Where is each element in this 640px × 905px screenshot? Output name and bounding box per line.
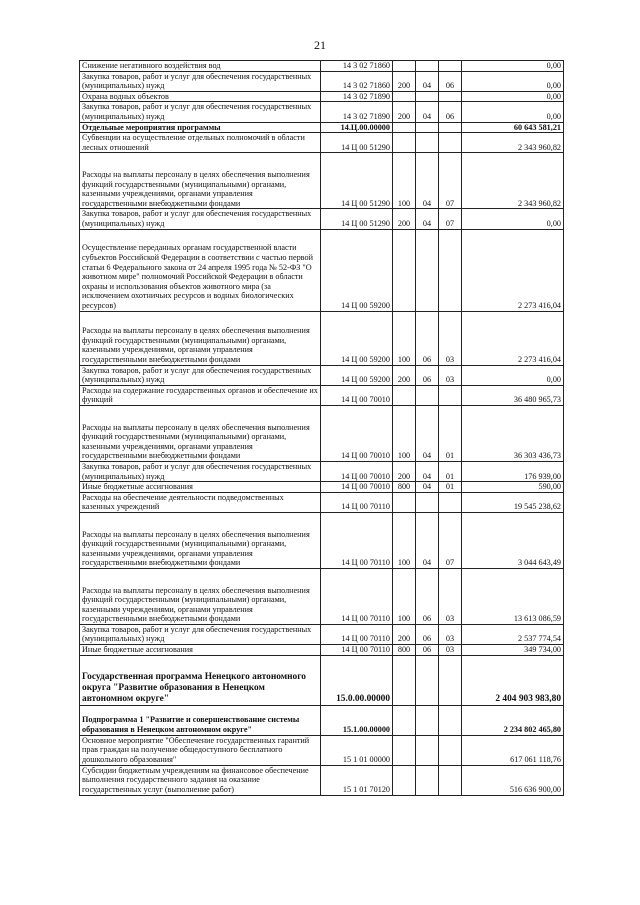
table-row (80, 153, 564, 209)
row-vr-cell: 100 (393, 311, 416, 365)
row-vr-cell: 100 (393, 568, 416, 624)
row-rz-cell: 04 (416, 405, 439, 461)
row-rz-cell (416, 122, 439, 133)
row-name-cell: Осуществление переданных органам государственной власти субъектов Российской Федерации в соответствии с частью первой статьи 6 Федерального закона от 24 апреля 1995 года № 52-ФЗ "О животном мире" полномочий Российской Федерации в области охраны и использования объектов животного мира (за исключением охотничьих ресурсов и водных биологических ресурсов) (80, 229, 321, 311)
row-code-cell: 14.Ц.00.00000 (321, 122, 393, 133)
row-pr-cell (439, 91, 462, 102)
row-amount-cell: 176 939,00 (462, 461, 564, 481)
row-vr-cell: 200 (393, 71, 416, 91)
row-code-cell: 14 3 02 71890 (321, 91, 393, 102)
table-row (80, 461, 564, 481)
row-code-cell: 14 Ц 00 70110 (321, 512, 393, 568)
table-row (80, 385, 564, 405)
row-code-cell: 14 Ц 00 51290 (321, 209, 393, 229)
row-rz-cell: 06 (416, 645, 439, 656)
row-name-cell: Государственная программа Ненецкого автономного округа "Развитие образования в Ненецком автономном округе" (80, 655, 321, 705)
row-amount-cell: 2 343 960,82 (462, 153, 564, 209)
row-pr-cell: 03 (439, 568, 462, 624)
row-code-cell: 15.0.00.00000 (321, 655, 393, 705)
table-row (80, 624, 564, 644)
table-row (80, 102, 564, 122)
row-code-cell: 14 3 02 71860 (321, 71, 393, 91)
row-rz-cell: 06 (416, 624, 439, 644)
row-rz-cell (416, 705, 439, 735)
row-code-cell: 14 Ц 00 70010 (321, 385, 393, 405)
row-rz-cell: 06 (416, 311, 439, 365)
row-pr-cell (439, 133, 462, 153)
row-name-cell: Иные бюджетные ассигнования (80, 482, 321, 493)
row-name-cell: Закупка товаров, работ и услуг для обеспечения государственных (муниципальных) нужд (80, 461, 321, 481)
row-code-cell: 14 Ц 00 51290 (321, 133, 393, 153)
row-vr-cell (393, 91, 416, 102)
table-row (80, 311, 564, 365)
row-code-cell: 14 3 02 71860 (321, 61, 393, 72)
row-vr-cell: 200 (393, 461, 416, 481)
table-row (80, 512, 564, 568)
row-vr-cell (393, 133, 416, 153)
row-pr-cell: 03 (439, 311, 462, 365)
row-vr-cell (393, 655, 416, 705)
row-name-cell: Основное мероприятие "Обеспечение государственных гарантий прав граждан на получение общедоступного бесплатного дошкольного образования" (80, 735, 321, 765)
row-vr-cell (393, 705, 416, 735)
row-code-cell: 15 1 01 70120 (321, 765, 393, 795)
row-rz-cell: 04 (416, 71, 439, 91)
row-amount-cell: 349 734,00 (462, 645, 564, 656)
table-row (80, 365, 564, 385)
row-pr-cell: 01 (439, 482, 462, 493)
row-pr-cell: 07 (439, 153, 462, 209)
row-vr-cell: 800 (393, 645, 416, 656)
row-amount-cell: 0,00 (462, 61, 564, 72)
row-amount-cell: 0,00 (462, 91, 564, 102)
row-code-cell: 15 1 01 00000 (321, 735, 393, 765)
table-row (80, 735, 564, 765)
row-rz-cell: 04 (416, 209, 439, 229)
row-rz-cell (416, 492, 439, 512)
row-rz-cell (416, 735, 439, 765)
table-row (80, 655, 564, 705)
row-name-cell: Расходы на выплаты персоналу в целях обеспечения выполнения функций государственными (муниципальными) органами, казенными учреждениями, органами управления государственными внебюджетными фондами (80, 568, 321, 624)
page-number: 21 (314, 38, 326, 52)
row-code-cell: 14 Ц 00 70010 (321, 405, 393, 461)
row-name-cell: Закупка товаров, работ и услуг для обеспечения государственных (муниципальных) нужд (80, 365, 321, 385)
row-amount-cell: 0,00 (462, 365, 564, 385)
row-code-cell: 14 Ц 00 70010 (321, 482, 393, 493)
row-rz-cell (416, 229, 439, 311)
row-name-cell: Расходы на выплаты персоналу в целях обеспечения выполнения функций государственными (муниципальными) органами, казенными учреждениями, органами управления государственными внебюджетными фондами (80, 405, 321, 461)
row-code-cell: 14 Ц 00 51290 (321, 153, 393, 209)
row-pr-cell (439, 229, 462, 311)
row-amount-cell: 2 537 774,54 (462, 624, 564, 644)
row-amount-cell: 36 480 965,73 (462, 385, 564, 405)
row-vr-cell (393, 492, 416, 512)
row-code-cell: 14 Ц 00 59200 (321, 365, 393, 385)
row-vr-cell: 200 (393, 102, 416, 122)
row-amount-cell: 590,00 (462, 482, 564, 493)
row-rz-cell: 04 (416, 102, 439, 122)
row-pr-cell: 03 (439, 365, 462, 385)
row-vr-cell (393, 385, 416, 405)
row-code-cell: 14 Ц 00 70110 (321, 624, 393, 644)
row-vr-cell: 200 (393, 365, 416, 385)
table-row (80, 645, 564, 656)
row-pr-cell (439, 655, 462, 705)
row-name-cell: Расходы на выплаты персоналу в целях обеспечения выполнения функций государственными (муниципальными) органами, казенными учреждениями, органами управления государственными внебюджетными фондами (80, 512, 321, 568)
row-rz-cell: 06 (416, 365, 439, 385)
row-amount-cell: 36 303 436,73 (462, 405, 564, 461)
table-row (80, 705, 564, 735)
row-amount-cell: 2 343 960,82 (462, 133, 564, 153)
row-pr-cell (439, 61, 462, 72)
row-amount-cell: 19 545 238,62 (462, 492, 564, 512)
row-amount-cell: 617 061 118,76 (462, 735, 564, 765)
row-vr-cell: 200 (393, 209, 416, 229)
table-row (80, 91, 564, 102)
row-name-cell: Отдельные мероприятия программы (80, 122, 321, 133)
row-rz-cell (416, 385, 439, 405)
row-amount-cell: 2 404 903 983,80 (462, 655, 564, 705)
row-pr-cell: 06 (439, 71, 462, 91)
row-name-cell: Закупка товаров, работ и услуг для обеспечения государственных (муниципальных) нужд (80, 102, 321, 122)
row-pr-cell: 01 (439, 405, 462, 461)
row-name-cell: Расходы на выплаты персоналу в целях обеспечения выполнения функций государственными (муниципальными) органами, казенными учреждениями, органами управления государственными внебюджетными фондами (80, 153, 321, 209)
row-name-cell: Подпрограмма 1 "Развитие и совершенствование системы образования в Ненецком автономном округе" (80, 705, 321, 735)
row-pr-cell (439, 735, 462, 765)
row-rz-cell: 04 (416, 461, 439, 481)
row-name-cell: Закупка товаров, работ и услуг для обеспечения государственных (муниципальных) нужд (80, 71, 321, 91)
row-pr-cell: 07 (439, 512, 462, 568)
row-pr-cell: 03 (439, 624, 462, 644)
row-pr-cell (439, 705, 462, 735)
table-row (80, 568, 564, 624)
row-code-cell: 14 Ц 00 59200 (321, 229, 393, 311)
table-row (80, 482, 564, 493)
row-rz-cell: 04 (416, 512, 439, 568)
row-vr-cell (393, 765, 416, 795)
row-rz-cell (416, 133, 439, 153)
row-pr-cell: 07 (439, 209, 462, 229)
row-name-cell: Снижение негативного воздействия вод (80, 61, 321, 72)
row-rz-cell (416, 765, 439, 795)
row-code-cell: 14 Ц 00 70110 (321, 568, 393, 624)
row-amount-cell: 2 273 416,04 (462, 229, 564, 311)
row-rz-cell: 04 (416, 482, 439, 493)
row-amount-cell: 0,00 (462, 102, 564, 122)
table-row (80, 61, 564, 72)
table-row (80, 405, 564, 461)
row-name-cell: Иные бюджетные ассигнования (80, 645, 321, 656)
row-amount-cell: 516 636 900,00 (462, 765, 564, 795)
row-vr-cell: 100 (393, 405, 416, 461)
row-code-cell: 14 Ц 00 59200 (321, 311, 393, 365)
budget-table (79, 60, 564, 796)
row-amount-cell: 60 643 581,21 (462, 122, 564, 133)
row-pr-cell: 06 (439, 102, 462, 122)
row-pr-cell (439, 122, 462, 133)
row-rz-cell (416, 61, 439, 72)
row-amount-cell: 0,00 (462, 71, 564, 91)
row-name-cell: Субсидии бюджетным учреждениям на финансовое обеспечение выполнения государственного задания на оказание государственных услуг (выполнение работ) (80, 765, 321, 795)
row-pr-cell: 03 (439, 645, 462, 656)
row-vr-cell: 100 (393, 512, 416, 568)
row-rz-cell (416, 91, 439, 102)
row-vr-cell: 800 (393, 482, 416, 493)
table-row (80, 765, 564, 795)
row-pr-cell (439, 492, 462, 512)
table-row (80, 122, 564, 133)
row-amount-cell: 3 044 643,49 (462, 512, 564, 568)
row-name-cell: Расходы на выплаты персоналу в целях обеспечения выполнения функций государственными (муниципальными) органами, казенными учреждениями, органами управления государственными внебюджетными фондами (80, 311, 321, 365)
table-row (80, 71, 564, 91)
row-vr-cell: 200 (393, 624, 416, 644)
table-row (80, 209, 564, 229)
row-name-cell: Расходы на обеспечение деятельности подведомственных казенных учреждений (80, 492, 321, 512)
row-vr-cell (393, 122, 416, 133)
row-code-cell: 14 Ц 00 70110 (321, 492, 393, 512)
row-pr-cell (439, 765, 462, 795)
row-vr-cell (393, 229, 416, 311)
row-name-cell: Охрана водных объектов (80, 91, 321, 102)
table-row (80, 229, 564, 311)
row-name-cell: Закупка товаров, работ и услуг для обеспечения государственных (муниципальных) нужд (80, 624, 321, 644)
table-row (80, 133, 564, 153)
row-name-cell: Закупка товаров, работ и услуг для обеспечения государственных (муниципальных) нужд (80, 209, 321, 229)
row-code-cell: 15.1.00.00000 (321, 705, 393, 735)
row-vr-cell (393, 61, 416, 72)
row-rz-cell: 04 (416, 153, 439, 209)
row-amount-cell: 2 273 416,04 (462, 311, 564, 365)
row-code-cell: 14 Ц 00 70010 (321, 461, 393, 481)
row-vr-cell (393, 735, 416, 765)
row-code-cell: 14 Ц 00 70110 (321, 645, 393, 656)
row-amount-cell: 13 613 086,59 (462, 568, 564, 624)
row-code-cell: 14 3 02 71890 (321, 102, 393, 122)
row-name-cell: Субвенции на осуществление отдельных полномочий в области лесных отношений (80, 133, 321, 153)
row-name-cell: Расходы на содержание государственных органов и обеспечение их функций (80, 385, 321, 405)
row-rz-cell: 06 (416, 568, 439, 624)
row-amount-cell: 2 234 802 465,80 (462, 705, 564, 735)
row-pr-cell: 01 (439, 461, 462, 481)
row-amount-cell: 0,00 (462, 209, 564, 229)
row-rz-cell (416, 655, 439, 705)
row-vr-cell: 100 (393, 153, 416, 209)
row-pr-cell (439, 385, 462, 405)
table-row (80, 492, 564, 512)
